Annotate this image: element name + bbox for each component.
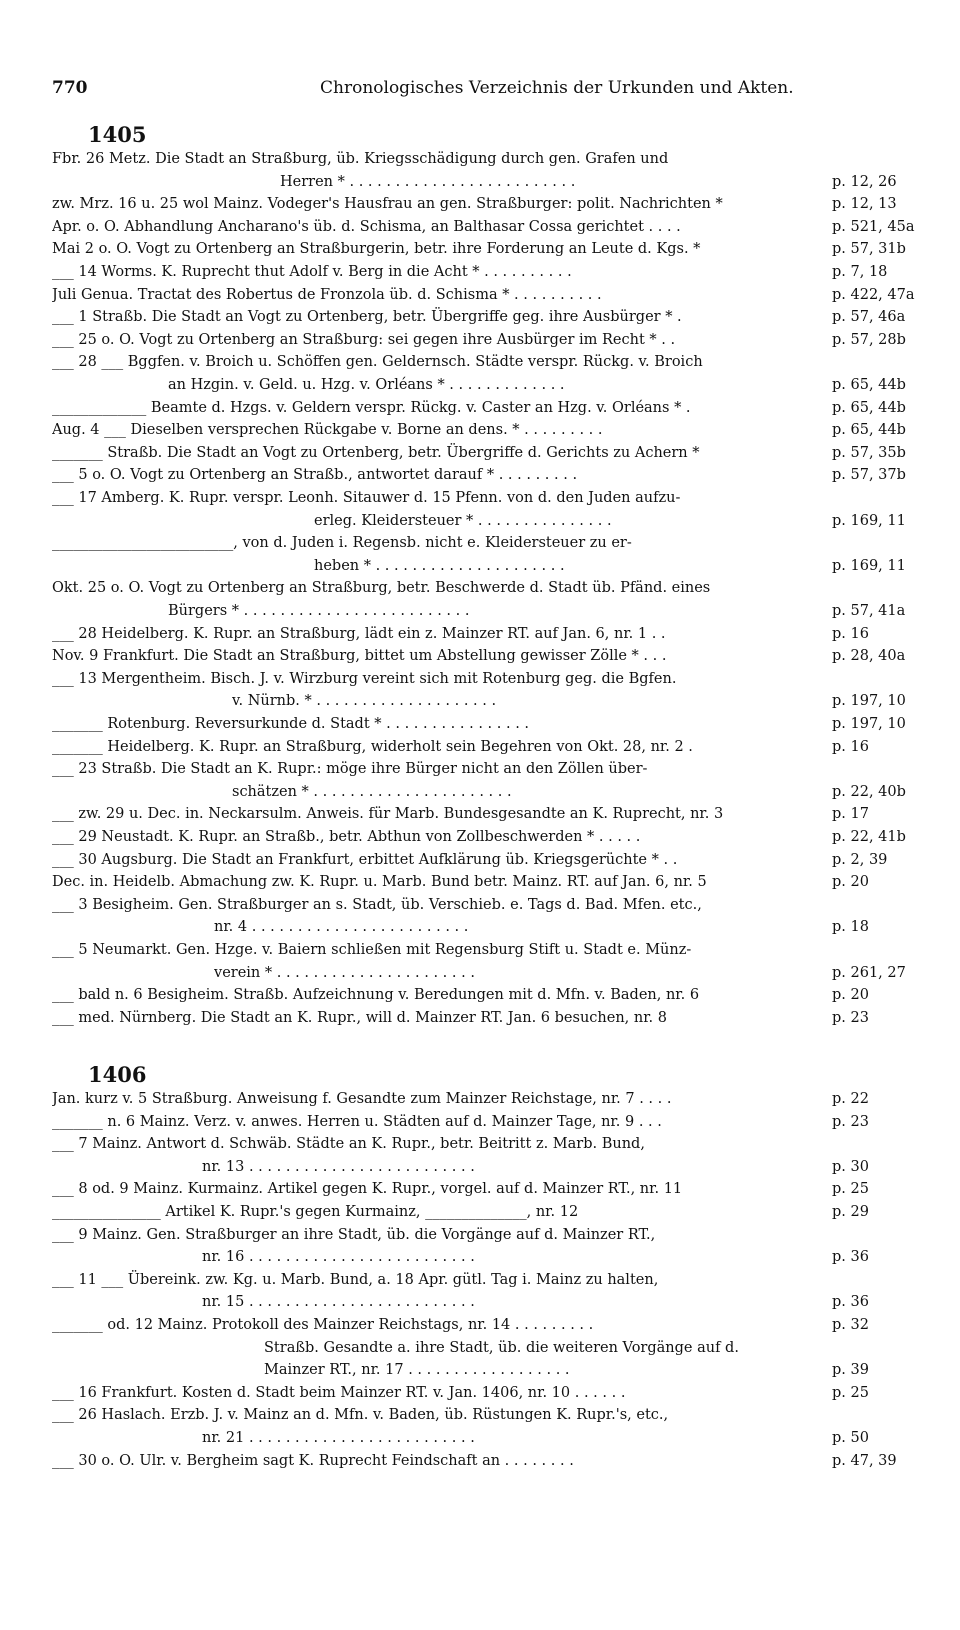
page-reference: p. 197, 10 [832,716,906,732]
register-entry-line [52,148,924,170]
register-entry-line [52,600,924,622]
register-entry-line [52,284,924,306]
entry-text: _____________ Beamte d. Hzgs. v. Geldern verspr. Rückg. v. Caster an Hzg. v. Orléans * . [52,399,691,416]
register-entry-line [52,1359,924,1381]
entry-text: ___ 7 Mainz. Antwort d. Schwäb. Städte an K. Rupr., betr. Beitritt z. Marb. Bund, [52,1136,645,1153]
entry-text: ___ 14 Worms. K. Ruprecht thut Adolf v. Berg in die Acht * . . . . . . . . . . [52,264,572,280]
entry-text: Aug. 4 ___ Dieselben versprechen Rückgabe v. Borne an dens. * . . . . . . . . . [52,422,603,439]
entry-text: Jan. kurz v. 5 Straßburg. Anweisung f. Gesandte zum Mainzer Reichstage, nr. 7 . . . . [52,1091,672,1107]
register-entry-line [52,803,924,825]
entry-text: _________________________, von d. Juden i. Regensb. nicht e. Kleidersteuer zu er- [52,535,632,552]
entry-text: ___ 29 Neustadt. K. Rupr. an Straßb., betr. Abthun von Zollbeschwerden * . . . . . [52,829,641,845]
entry-text: zw. Mrz. 16 u. 25 wol Mainz. Vodeger's Hausfrau an gen. Straßburger: polit. Nachrichten * [52,196,723,213]
page-reference: p. 57, 46a [832,309,906,326]
page-reference: p. 65, 44b [832,399,906,416]
page-reference: p. 20 [832,874,869,891]
page-reference: p. 50 [832,1430,869,1446]
register-entry-line [52,329,924,351]
page-reference: p. 18 [832,919,869,936]
entry-text: heben * . . . . . . . . . . . . . . . . . . . . . [314,557,565,574]
register-entry-line [52,171,924,193]
page-reference: p. 2, 39 [832,851,888,868]
entry-text: ___ zw. 29 u. Dec. in. Neckarsulm. Anweis. für Marb. Bundesgesandte an K. Ruprecht, nr. 3 [52,806,724,823]
register-entry-line [52,1450,924,1472]
register-entry-line [52,1269,924,1291]
register-entry-line [52,1111,924,1133]
entry-text: Straßb. Gesandte a. ihre Stadt, üb. die weiteren Vorgänge auf d. [264,1339,739,1356]
entry-text: erleg. Kleidersteuer * . . . . . . . . . . . . . . . [314,512,612,529]
page-reference: p. 39 [832,1362,869,1379]
entry-text: ___ 30 o. O. Ulr. v. Bergheim sagt K. Ruprecht Feindschaft an . . . . . . . . [52,1452,574,1469]
page-reference: p. 22, 41b [832,829,906,845]
page-reference: p. 23 [832,1009,869,1026]
entry-text: ___ 28 ___ Bggfen. v. Broich u. Schöffen gen. Geldernsch. Städte verspr. Rückg. v. Broich [52,354,703,371]
year-heading: 1406 [88,1062,147,1087]
register-entry-line [52,306,924,328]
entry-text: _______ Heidelberg. K. Rupr. an Straßburg, widerholt sein Begehren von Okt. 28, nr. 2 . [52,738,693,755]
register-entry-line [52,1178,924,1200]
entry-text: _______________ Artikel K. Rupr.'s gegen Kurmainz, ______________, nr. 12 [52,1204,579,1220]
register-entry-line [52,1007,924,1029]
page-reference: p. 36 [832,1294,869,1311]
year-heading: 1405 [88,122,147,147]
register-entry-line [52,1133,924,1155]
page-reference: p. 20 [832,987,869,1004]
entry-text: an Hzgin. v. Geld. u. Hzg. v. Orléans * . . . . . . . . . . . . . [168,377,565,393]
entry-text: ___ 13 Mergentheim. Bisch. J. v. Wirzburg vereint sich mit Rotenburg geg. die Bgfen. [52,670,677,687]
register-entry-line [52,1404,924,1426]
entry-text: Dec. in. Heidelb. Abmachung zw. K. Rupr. u. Marb. Bund betr. Mainz. RT. auf Jan. 6, nr. 5 [52,874,707,891]
page-reference: p. 422, 47a [832,286,915,303]
register-entry-line [52,781,924,803]
register-entry-line [52,510,924,532]
page-reference: p. 29 [832,1204,869,1220]
entry-text: ___ med. Nürnberg. Die Stadt an K. Rupr., will d. Mainzer RT. Jan. 6 besuchen, nr. 8 [52,1009,667,1026]
page-reference: p. 16 [832,625,869,642]
register-entry-line [52,1224,924,1246]
entry-text: ___ 8 od. 9 Mainz. Kurmainz. Artikel gegen K. Rupr., vorgel. auf d. Mainzer RT., nr. 11 [52,1181,683,1198]
page-reference: p. 22, 40b [832,783,906,800]
entry-text: ___ 9 Mainz. Gen. Straßburger an ihre Stadt, üb. die Vorgänge auf d. Mainzer RT., [52,1226,656,1243]
entry-text: _______ Straßb. Die Stadt an Vogt zu Ortenberg, betr. Übergriffe d. Gerichts zu Achern * [52,444,700,461]
register-entry-line [52,487,924,509]
register-entry-line [52,849,924,871]
entry-text: nr. 4 . . . . . . . . . . . . . . . . . . . . . . . . [214,919,469,936]
register-entry-line [52,1427,924,1449]
register-entry-line [52,984,924,1006]
register-entry-line [52,1088,924,1110]
entry-text: Bürgers * . . . . . . . . . . . . . . . . . . . . . . . . . [168,603,470,619]
register-entry-line [52,1314,924,1336]
entry-text: ___ 23 Straßb. Die Stadt an K. Rupr.: möge ihre Bürger nicht an den Zöllen über- [52,761,648,778]
register-entry-line [52,668,924,690]
entry-text: schätzen * . . . . . . . . . . . . . . . . . . . . . . [232,783,512,800]
entry-text: ___ 26 Haslach. Erzb. J. v. Mainz an d. Mfn. v. Baden, üb. Rüstungen K. Rupr.'s, etc., [52,1407,669,1424]
entry-text: nr. 15 . . . . . . . . . . . . . . . . . . . . . . . . . [202,1294,475,1311]
page-reference: p. 32 [832,1317,869,1333]
page-reference: p. 261, 27 [832,964,906,981]
register-entry-line [52,1246,924,1268]
page-reference: p. 57, 41a [832,603,906,619]
entry-text: ___ 28 Heidelberg. K. Rupr. an Straßburg, lädt ein z. Mainzer RT. auf Jan. 6, nr. 1 . . [52,625,666,642]
entry-text: Herren * . . . . . . . . . . . . . . . . . . . . . . . . . [280,173,576,190]
entry-text: ___ 1 Straßb. Die Stadt an Vogt zu Ortenberg, betr. Übergriffe geg. ihre Ausbürger * . [52,309,682,326]
register-entry-line [52,555,924,577]
entry-text: ___ 17 Amberg. K. Rupr. verspr. Leonh. Sitauwer d. 15 Pfenn. von d. den Juden aufzu- [52,490,681,506]
register-entry-line [52,736,924,758]
register-entry-line [52,442,924,464]
page-reference: p. 12, 26 [832,173,897,190]
page-reference: p. 57, 35b [832,444,906,461]
register-entry-line [52,238,924,260]
entry-text: v. Nürnb. * . . . . . . . . . . . . . . . . . . . . [232,693,497,710]
entry-text: nr. 21 . . . . . . . . . . . . . . . . . . . . . . . . . [202,1430,475,1446]
register-entry-line [52,577,924,599]
entry-text: nr. 16 . . . . . . . . . . . . . . . . . . . . . . . . . [202,1249,475,1266]
entry-text: ___ 30 Augsburg. Die Stadt an Frankfurt, erbittet Aufklärung üb. Kriegsgerüchte * . . [52,851,678,868]
page-reference: p. 23 [832,1113,869,1130]
page-reference: p. 7, 18 [832,264,888,280]
page-reference: p. 16 [832,738,869,755]
register-entry-line [52,351,924,373]
register-entry-line [52,645,924,667]
page-reference: p. 17 [832,806,869,823]
register-entry-line [52,374,924,396]
page-reference: p. 169, 11 [832,512,906,529]
register-entry-line [52,1156,924,1178]
entry-text: _______ Rotenburg. Reversurkunde d. Stadt * . . . . . . . . . . . . . . . . [52,716,530,732]
entry-text: nr. 13 . . . . . . . . . . . . . . . . . . . . . . . . . [202,1158,475,1175]
entry-text: Mai 2 o. O. Vogt zu Ortenberg an Straßburgerin, betr. ihre Forderung an Leute d. Kgs. * [52,241,701,258]
page-reference: p. 65, 44b [832,422,906,439]
entry-text: _______ od. 12 Mainz. Protokoll des Mainzer Reichstags, nr. 14 . . . . . . . . . [52,1317,594,1333]
page-reference: p. 57, 31b [832,241,906,258]
page-number: 770 [52,78,88,98]
page-reference: p. 12, 13 [832,196,897,213]
page-reference: p. 28, 40a [832,648,906,665]
register-entry-line [52,623,924,645]
entry-text: ___ 5 o. O. Vogt zu Ortenberg an Straßb., antwortet darauf * . . . . . . . . . [52,467,578,484]
page-reference: p. 30 [832,1158,869,1175]
entry-text: Okt. 25 o. O. Vogt zu Ortenberg an Straßburg, betr. Beschwerde d. Stadt üb. Pfänd. eines [52,580,711,597]
page-reference: p. 521, 45a [832,218,915,235]
register-entry-line [52,939,924,961]
register-entry-line [52,532,924,554]
register-entry-line [52,1201,924,1223]
entry-text: Nov. 9 Frankfurt. Die Stadt an Straßburg, bittet um Abstellung gewisser Zölle * . . . [52,648,667,665]
page-reference: p. 22 [832,1091,869,1107]
running-title: Chronologisches Verzeichnis der Urkunden und Akten. [320,78,794,98]
page-reference: p. 197, 10 [832,693,906,710]
entry-text: verein * . . . . . . . . . . . . . . . . . . . . . . [214,964,475,981]
entry-text: _______ n. 6 Mainz. Verz. v. anwes. Herren u. Städten auf d. Mainzer Tage, nr. 9 . . . [52,1113,662,1130]
register-entry-line [52,216,924,238]
register-entry-line [52,419,924,441]
page-reference: p. 25 [832,1181,869,1198]
page-reference: p. 65, 44b [832,377,906,393]
register-entry-line [52,871,924,893]
page-header [52,78,908,102]
register-entry-line [52,1337,924,1359]
page-reference: p. 57, 37b [832,467,906,484]
entry-text: Fbr. 26 Metz. Die Stadt an Straßburg, üb. Kriegsschädigung durch gen. Grafen und [52,151,669,167]
entry-text: ___ bald n. 6 Besigheim. Straßb. Aufzeichnung v. Beredungen mit d. Mfn. v. Baden, nr. 6 [52,987,700,1004]
page-reference: p. 25 [832,1384,869,1401]
register-entry-line [52,193,924,215]
register-entry-line [52,826,924,848]
register-entry-line [52,916,924,938]
register-entry-line [52,464,924,486]
entry-text: ___ 16 Frankfurt. Kosten d. Stadt beim Mainzer RT. v. Jan. 1406, nr. 10 . . . . . . [52,1384,626,1401]
entry-text: ___ 3 Besigheim. Gen. Straßburger an s. Stadt, üb. Verschieb. e. Tags d. Bad. Mfen. etc., [52,896,702,913]
entry-text: Juli Genua. Tractat des Robertus de Fronzola üb. d. Schisma * . . . . . . . . . . [52,286,602,303]
register-entry-line [52,758,924,780]
entry-text: ___ 11 ___ Übereink. zw. Kg. u. Marb. Bund, a. 18 Apr. gütl. Tag i. Mainz zu halten, [52,1271,659,1288]
page-reference: p. 36 [832,1249,869,1266]
entry-text: ___ 25 o. O. Vogt zu Ortenberg an Straßburg: sei gegen ihre Ausbürger im Recht * . . [52,331,676,348]
register-entry-line [52,690,924,712]
register-entry-line [52,713,924,735]
page-reference: p. 57, 28b [832,331,906,348]
register-entry-line [52,397,924,419]
register-entry-line [52,1291,924,1313]
page-reference: p. 169, 11 [832,557,906,574]
page-reference: p. 47, 39 [832,1452,897,1469]
entry-text: Apr. o. O. Abhandlung Ancharano's üb. d. Schisma, an Balthasar Cossa gerichtet . . . . [52,218,681,235]
entry-text: ___ 5 Neumarkt. Gen. Hzge. v. Baiern schließen mit Regensburg Stift u. Stadt e. Münz- [52,942,692,958]
register-entry-line [52,962,924,984]
register-entry-line [52,894,924,916]
entry-text: Mainzer RT., nr. 17 . . . . . . . . . . . . . . . . . . [264,1362,570,1379]
register-entry-line [52,1382,924,1404]
register-entry-line [52,261,924,283]
